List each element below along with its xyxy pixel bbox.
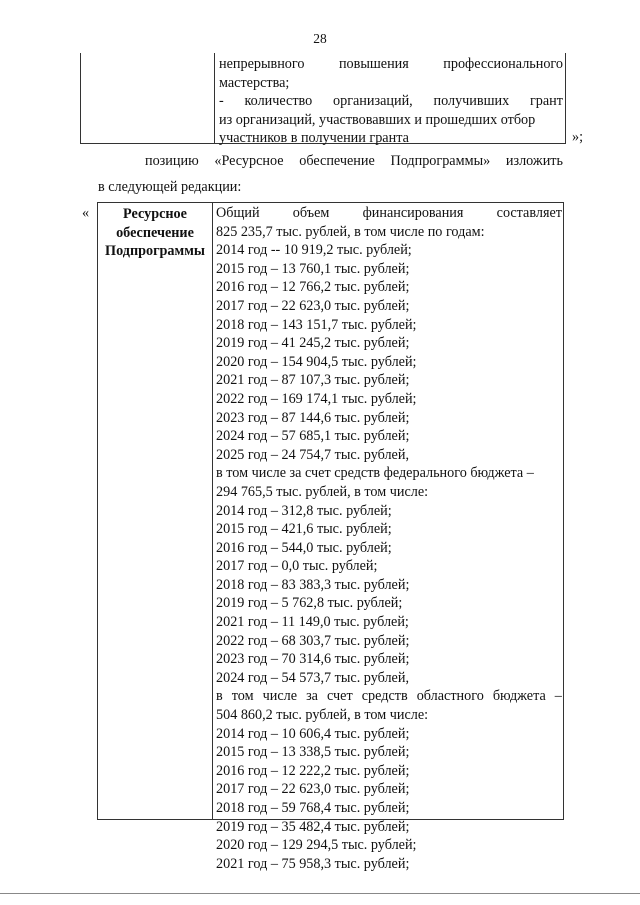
column-divider [212,203,213,819]
word: организаций, [333,93,413,110]
word: повышения [338,56,409,72]
word: 2021 год – 11 149,0 тыс. рублей; [216,614,409,631]
text-line [216,780,562,799]
text-line [216,334,562,353]
word: 2024 год – 54 573,7 тыс. рублей, [216,669,409,686]
label-line: обеспечение [116,224,194,241]
text-line [216,409,562,428]
word: 2024 год – 57 685,1 тыс. рублей; [216,428,410,445]
text-line [216,502,562,521]
word: в том числе за счет средств федерального бюджета – [216,465,534,482]
text-line [216,539,562,558]
word: непрерывного [219,56,305,72]
word: 2017 год – 22 623,0 тыс. рублей; [216,297,410,314]
text-line [216,762,562,781]
instruction-line-1 [145,152,563,171]
word: участников в получении гранта [219,130,409,147]
word: бюджета [492,688,546,705]
word: 2019 год – 35 482,4 тыс. рублей; [216,818,410,835]
text-line [216,613,562,632]
previous-table-fragment [80,53,566,147]
word: обеспечение [299,153,375,169]
page-number: 28 [313,31,327,46]
word: 2021 год – 75 958,3 тыс. рублей; [216,855,410,872]
word: 2022 год – 68 303,7 тыс. рублей; [216,632,410,649]
word: из организаций, участвовавших и прошедших отбор [219,111,536,128]
text-line [216,446,562,465]
word: 2025 год – 24 754,7 тыс. рублей, [216,446,409,463]
text-line [216,632,562,651]
text-line [216,669,562,688]
word: изложить [505,153,563,169]
word: 2022 год – 169 174,1 тыс. рублей; [216,390,417,407]
word: Подпрограммы» [390,153,491,169]
word: 2017 год – 0,0 тыс. рублей; [216,558,378,575]
opening-quote: « [82,205,90,221]
text-line [216,371,562,390]
text-line [216,725,562,744]
indicators-cell [219,55,563,148]
text-line [216,427,562,446]
word: 2023 год – 87 144,6 тыс. рублей; [216,409,410,426]
word: мастерства; [219,74,290,91]
word: 294 765,5 тыс. рублей, в том числе: [216,483,429,500]
column-divider [214,53,215,143]
word: «Ресурсное [214,153,284,169]
word: 2021 год – 87 107,3 тыс. рублей; [216,372,410,389]
word: 2016 год – 12 766,2 тыс. рублей; [216,279,410,296]
word: 2018 год – 59 768,4 тыс. рублей; [216,800,410,816]
text-line [216,594,562,613]
text-line [216,204,562,223]
word: за [306,688,318,705]
word: составляет [496,205,562,221]
text-line [219,129,563,148]
word: средств [361,688,408,705]
word: 2016 год – 544,0 тыс. рублей; [216,539,392,556]
word: 2023 год – 70 314,6 тыс. рублей; [216,651,410,668]
word: том [231,688,254,705]
text-line [219,92,563,111]
word: 2014 год – 10 606,4 тыс. рублей; [216,725,410,742]
text-line [216,223,562,242]
word: Общий [216,205,260,221]
word: – [554,688,562,705]
word: 2017 год – 22 623,0 тыс. рублей; [216,781,410,798]
word: числе [262,688,298,705]
text-line [216,464,562,483]
text-line [216,297,562,316]
word: 2019 год – 41 245,2 тыс. рублей; [216,335,410,352]
word: позицию [145,153,199,169]
text-line [216,743,562,762]
word: 2019 год – 5 762,8 тыс. рублей; [216,595,403,612]
word: 2018 год – 143 151,7 тыс. рублей; [216,316,417,333]
label-line: Ресурсное [123,206,187,222]
funding-cell [216,204,562,873]
word: объем [292,205,330,221]
word: 2015 год – 13 338,5 тыс. рублей; [216,744,410,761]
text-line [216,278,562,297]
text-line [219,74,563,93]
word: финансирования [362,205,464,221]
footer-rule [0,893,640,894]
text-line [216,241,562,260]
word: 825 235,7 тыс. рублей, в том числе по годам: [216,223,485,240]
word: 2015 год – 421,6 тыс. рублей; [216,521,392,538]
label-cell [98,205,212,261]
word: количество [244,93,313,110]
text-line [216,520,562,539]
text-line [216,706,562,725]
word: счет [327,688,353,705]
text-line [216,687,562,706]
label-line: Подпрограммы [105,243,205,260]
text-line [216,390,562,409]
text-line [216,818,562,837]
word: грант [529,93,563,110]
text-line [216,353,562,372]
word: - [219,93,224,110]
text-line [216,650,562,669]
text-line [216,836,562,855]
word: 2016 год – 12 222,2 тыс. рублей; [216,762,410,779]
text-line [216,316,562,335]
text-line [216,557,562,576]
word: 2020 год – 129 294,5 тыс. рублей; [216,837,417,854]
text-line [216,855,562,874]
word: получивших [433,93,510,110]
text-line [219,55,563,74]
instruction-line-2: в следующей редакции: [98,179,242,195]
text-line [216,799,562,818]
word: 2018 год – 83 383,3 тыс. рублей; [216,576,410,593]
word: 504 860,2 тыс. рублей, в том числе: [216,707,429,724]
word: профессионального [443,56,563,72]
resource-provision-table [97,202,564,872]
word: в [216,688,223,705]
word: 2014 год – 312,8 тыс. рублей; [216,502,392,519]
word: 2014 год -- 10 919,2 тыс. рублей; [216,242,412,259]
text-line [216,260,562,279]
text-line [216,483,562,502]
text-line [216,576,562,595]
word: 2020 год – 154 904,5 тыс. рублей; [216,353,417,370]
closing-quote: »; [572,129,584,145]
word: областного [416,688,484,705]
text-line [219,111,563,130]
word: 2015 год – 13 760,1 тыс. рублей; [216,260,410,277]
